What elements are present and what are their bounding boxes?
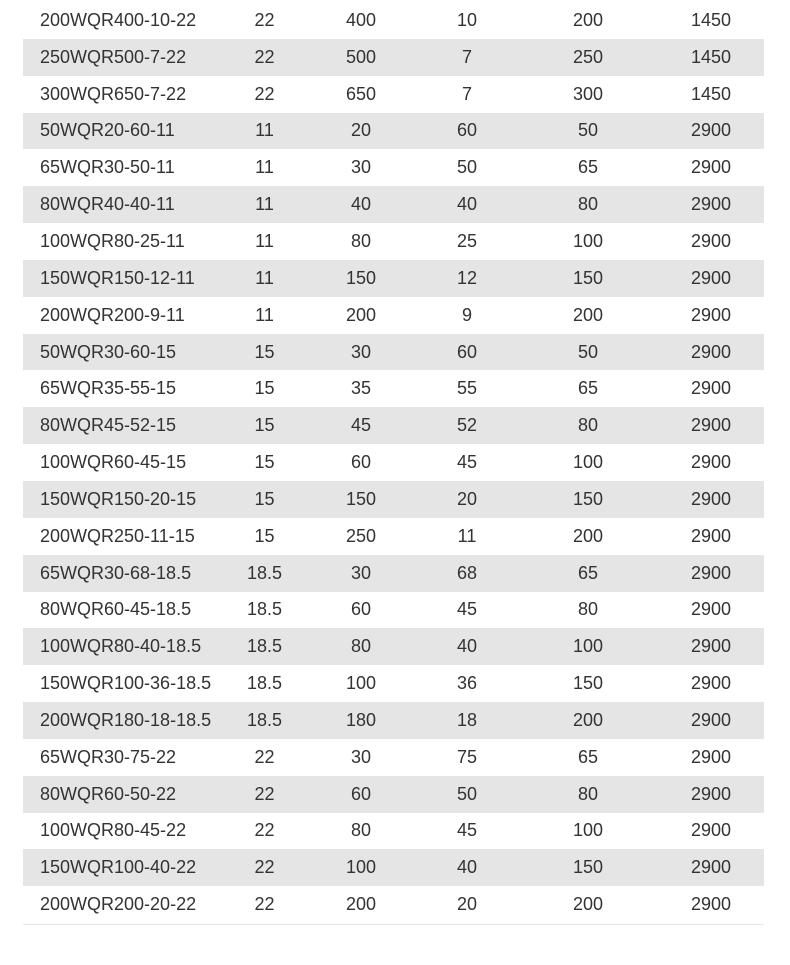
flow-cell: 200 xyxy=(345,304,377,325)
diameter-cell: 100 xyxy=(572,820,604,841)
power-cell: 15 xyxy=(254,525,275,546)
table-row xyxy=(23,739,764,776)
table-row xyxy=(23,260,764,297)
diameter-cell: 80 xyxy=(518,407,658,444)
diameter-cell: 100 xyxy=(572,452,604,473)
speed-cell: 2900 xyxy=(658,628,764,665)
diameter-cell: 200 xyxy=(518,702,658,739)
flow-cell: 30 xyxy=(350,157,372,178)
head-cell: 10 xyxy=(456,9,478,30)
flow-cell: 150 xyxy=(306,481,416,518)
model-cell: 80WQR45-52-15 xyxy=(23,407,223,444)
head-cell: 18 xyxy=(416,702,518,739)
speed-cell: 1450 xyxy=(658,39,764,76)
speed-cell: 2900 xyxy=(690,230,732,251)
diameter-cell: 100 xyxy=(572,230,604,251)
diameter-cell: 80 xyxy=(577,599,599,620)
model-cell: 100WQR80-45-22 xyxy=(40,820,187,841)
diameter-cell: 65 xyxy=(518,555,658,592)
head-cell: 40 xyxy=(416,628,518,665)
flow-cell: 35 xyxy=(350,378,372,399)
model-cell: 50WQR30-60-15 xyxy=(23,334,223,371)
model-cell: 250WQR500-7-22 xyxy=(23,39,223,76)
pump-spec-table xyxy=(23,2,764,923)
model-cell: 200WQR250-11-15 xyxy=(40,525,195,546)
power-cell: 15 xyxy=(223,407,306,444)
speed-cell: 2900 xyxy=(690,820,732,841)
power-cell: 11 xyxy=(223,186,306,223)
flow-cell: 80 xyxy=(350,820,372,841)
head-cell: 40 xyxy=(416,849,518,886)
flow-cell: 30 xyxy=(350,746,372,767)
power-cell: 22 xyxy=(254,83,275,104)
diameter-cell: 50 xyxy=(518,334,658,371)
diameter-cell: 300 xyxy=(572,83,604,104)
table-row xyxy=(23,628,764,665)
speed-cell: 2900 xyxy=(690,673,732,694)
model-cell: 100WQR80-25-11 xyxy=(40,230,185,251)
power-cell: 11 xyxy=(255,230,274,251)
head-cell: 60 xyxy=(416,113,518,150)
speed-cell: 2900 xyxy=(658,186,764,223)
flow-cell: 45 xyxy=(306,407,416,444)
diameter-cell: 65 xyxy=(577,746,599,767)
speed-cell: 2900 xyxy=(690,304,732,325)
table-row xyxy=(23,407,764,444)
pump-spec-table-container xyxy=(23,2,764,923)
model-cell: 50WQR20-60-11 xyxy=(23,113,223,150)
model-cell: 150WQR150-12-11 xyxy=(23,260,223,297)
head-cell: 50 xyxy=(456,157,478,178)
head-cell: 20 xyxy=(416,481,518,518)
model-cell: 80WQR60-45-18.5 xyxy=(40,599,192,620)
speed-cell: 2900 xyxy=(690,452,732,473)
head-cell: 45 xyxy=(456,452,478,473)
diameter-cell: 150 xyxy=(518,260,658,297)
model-cell: 200WQR200-20-22 xyxy=(40,894,197,915)
power-cell: 18.5 xyxy=(246,599,283,620)
table-row xyxy=(23,2,764,39)
flow-cell: 180 xyxy=(306,702,416,739)
speed-cell: 2900 xyxy=(658,334,764,371)
diameter-cell: 80 xyxy=(518,776,658,813)
head-cell: 7 xyxy=(461,83,472,104)
power-cell: 11 xyxy=(255,157,274,178)
model-cell: 150WQR100-36-18.5 xyxy=(40,673,212,694)
power-cell: 15 xyxy=(223,334,306,371)
power-cell: 15 xyxy=(254,452,275,473)
diameter-cell: 80 xyxy=(518,186,658,223)
model-cell: 100WQR80-40-18.5 xyxy=(23,628,223,665)
flow-cell: 80 xyxy=(306,628,416,665)
table-row xyxy=(23,39,764,76)
table-row xyxy=(23,186,764,223)
head-cell: 52 xyxy=(416,407,518,444)
power-cell: 15 xyxy=(254,378,275,399)
table-row xyxy=(23,370,764,407)
table-body xyxy=(23,2,764,923)
flow-cell: 30 xyxy=(306,555,416,592)
head-cell: 45 xyxy=(456,820,478,841)
table-row xyxy=(23,223,764,260)
model-cell: 150WQR100-40-22 xyxy=(23,849,223,886)
flow-cell: 100 xyxy=(345,673,377,694)
speed-cell: 2900 xyxy=(658,849,764,886)
flow-cell: 30 xyxy=(306,334,416,371)
speed-cell: 2900 xyxy=(690,746,732,767)
flow-cell: 80 xyxy=(350,230,372,251)
table-row xyxy=(23,555,764,592)
head-cell: 45 xyxy=(456,599,478,620)
head-cell: 36 xyxy=(456,673,478,694)
power-cell: 22 xyxy=(223,776,306,813)
table-row xyxy=(23,297,764,334)
flow-cell: 40 xyxy=(306,186,416,223)
table-row xyxy=(23,886,764,923)
speed-cell: 2900 xyxy=(658,555,764,592)
head-cell: 55 xyxy=(456,378,478,399)
table-row xyxy=(23,592,764,629)
flow-cell: 60 xyxy=(350,599,372,620)
power-cell: 18.5 xyxy=(223,702,306,739)
head-cell: 40 xyxy=(416,186,518,223)
table-row xyxy=(23,76,764,113)
table-row xyxy=(23,334,764,371)
speed-cell: 2900 xyxy=(690,894,732,915)
table-row xyxy=(23,849,764,886)
table-row xyxy=(23,113,764,150)
table-bottom-divider xyxy=(23,924,764,925)
model-cell: 65WQR30-75-22 xyxy=(40,746,177,767)
head-cell: 25 xyxy=(456,230,478,251)
flow-cell: 60 xyxy=(350,452,372,473)
flow-cell: 250 xyxy=(345,525,377,546)
diameter-cell: 200 xyxy=(572,9,604,30)
power-cell: 18.5 xyxy=(223,555,306,592)
power-cell: 11 xyxy=(223,260,306,297)
model-cell: 200WQR180-18-18.5 xyxy=(23,702,223,739)
flow-cell: 60 xyxy=(306,776,416,813)
speed-cell: 2900 xyxy=(658,776,764,813)
diameter-cell: 200 xyxy=(572,894,604,915)
flow-cell: 150 xyxy=(306,260,416,297)
flow-cell: 500 xyxy=(306,39,416,76)
power-cell: 18.5 xyxy=(246,673,283,694)
diameter-cell: 65 xyxy=(577,378,599,399)
head-cell: 12 xyxy=(416,260,518,297)
head-cell: 7 xyxy=(416,39,518,76)
model-cell: 300WQR650-7-22 xyxy=(40,83,187,104)
head-cell: 20 xyxy=(456,894,478,915)
speed-cell: 1450 xyxy=(690,9,732,30)
diameter-cell: 250 xyxy=(518,39,658,76)
flow-cell: 200 xyxy=(345,894,377,915)
model-cell: 200WQR400-10-22 xyxy=(40,9,197,30)
head-cell: 75 xyxy=(456,746,478,767)
table-row xyxy=(23,702,764,739)
speed-cell: 2900 xyxy=(690,525,732,546)
power-cell: 11 xyxy=(255,304,274,325)
diameter-cell: 200 xyxy=(572,525,604,546)
power-cell: 22 xyxy=(223,849,306,886)
table-row xyxy=(23,481,764,518)
power-cell: 22 xyxy=(223,39,306,76)
diameter-cell: 150 xyxy=(572,673,604,694)
model-cell: 200WQR200-9-11 xyxy=(40,304,185,325)
head-cell: 68 xyxy=(416,555,518,592)
speed-cell: 2900 xyxy=(658,702,764,739)
flow-cell: 650 xyxy=(345,83,377,104)
head-cell: 9 xyxy=(461,304,472,325)
diameter-cell: 50 xyxy=(518,113,658,150)
table-row xyxy=(23,665,764,702)
model-cell: 80WQR40-40-11 xyxy=(23,186,223,223)
diameter-cell: 200 xyxy=(572,304,604,325)
table-row xyxy=(23,444,764,481)
diameter-cell: 65 xyxy=(577,157,599,178)
model-cell: 100WQR60-45-15 xyxy=(40,452,187,473)
diameter-cell: 150 xyxy=(518,849,658,886)
model-cell: 65WQR35-55-15 xyxy=(40,378,177,399)
speed-cell: 2900 xyxy=(658,113,764,150)
speed-cell: 1450 xyxy=(690,83,732,104)
model-cell: 80WQR60-50-22 xyxy=(23,776,223,813)
power-cell: 15 xyxy=(223,481,306,518)
model-cell: 65WQR30-68-18.5 xyxy=(23,555,223,592)
power-cell: 22 xyxy=(254,9,275,30)
power-cell: 11 xyxy=(223,113,306,150)
power-cell: 22 xyxy=(254,820,275,841)
speed-cell: 2900 xyxy=(658,407,764,444)
table-row xyxy=(23,813,764,850)
model-cell: 150WQR150-20-15 xyxy=(23,481,223,518)
table-row xyxy=(23,776,764,813)
table-row xyxy=(23,149,764,186)
speed-cell: 2900 xyxy=(658,481,764,518)
speed-cell: 2900 xyxy=(658,260,764,297)
power-cell: 22 xyxy=(254,894,275,915)
diameter-cell: 100 xyxy=(518,628,658,665)
diameter-cell: 150 xyxy=(518,481,658,518)
flow-cell: 400 xyxy=(345,9,377,30)
speed-cell: 2900 xyxy=(690,599,732,620)
model-cell: 65WQR30-50-11 xyxy=(40,157,175,178)
power-cell: 18.5 xyxy=(223,628,306,665)
head-cell: 11 xyxy=(457,525,477,546)
flow-cell: 20 xyxy=(306,113,416,150)
flow-cell: 100 xyxy=(306,849,416,886)
table-row xyxy=(23,518,764,555)
power-cell: 22 xyxy=(254,746,275,767)
head-cell: 50 xyxy=(416,776,518,813)
head-cell: 60 xyxy=(416,334,518,371)
speed-cell: 2900 xyxy=(690,157,732,178)
speed-cell: 2900 xyxy=(690,378,732,399)
